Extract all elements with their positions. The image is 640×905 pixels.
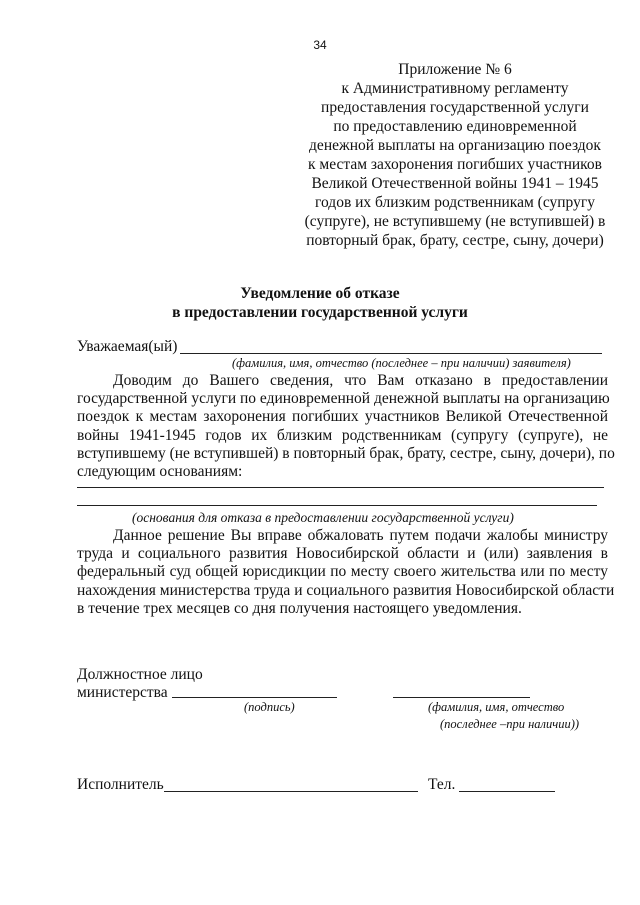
paragraph-line: в течение трех месяцев со дня получения настоящего уведомления. <box>77 599 522 617</box>
title-line-1: Уведомление об отказе <box>240 285 400 302</box>
executor-label: Исполнитель <box>77 776 164 793</box>
appendix-line: к местам захоронения погибших участников <box>308 156 602 173</box>
paragraph-line: вступившему (не вступившей) в повторный брак, брату, сестре, сыну, дочери), по <box>77 444 615 462</box>
page-number: 34 <box>313 38 327 52</box>
applicant-name-caption: (фамилия, имя, отчество (последнее – при наличии) заявителя) <box>232 356 571 370</box>
appendix-line: годов их близким родственникам (супругу <box>315 194 595 211</box>
applicant-name-field[interactable] <box>180 353 602 354</box>
appendix-line: денежной выплаты на организацию поездок <box>309 137 601 154</box>
paragraph-line: нахождения министерства труда и социального развития Новосибирской области <box>77 581 615 599</box>
executor-name-field[interactable] <box>164 791 418 792</box>
signature-caption: (подпись) <box>244 700 295 714</box>
paragraph-line: войны 1941-1945 годов их близким родственникам (супругу (супруге), не <box>77 426 608 444</box>
paragraph-line: труда и социального развития Новосибирской области и (или) заявления в <box>77 545 608 563</box>
refusal-paragraph <box>77 372 615 481</box>
phone-field[interactable] <box>459 791 555 792</box>
paragraph-line: следующим основаниям: <box>77 463 243 481</box>
appendix-line: по предоставлению единовременной <box>333 118 577 135</box>
paragraph-line: государственной услуги по единовременной денежной выплаты на организацию <box>77 390 610 408</box>
paragraph-line: Данное решение Вы вправе обжаловать путем подачи жалобы министру <box>113 527 608 544</box>
reasons-caption: (основания для отказа в предоставлении государственной услуги) <box>132 510 514 525</box>
appendix-line: (супруге), не вступившему (не вступившей) в <box>304 213 606 230</box>
document-title <box>0 284 640 322</box>
appendix-header <box>300 60 610 250</box>
official-title: Должностное лицо <box>77 666 203 683</box>
appendix-line: Великой Отечественной войны 1941 – 1945 <box>311 175 599 192</box>
title-line-2: в предоставлении государственной услуги <box>172 304 468 321</box>
phone-label: Тел. <box>428 776 456 793</box>
official-name-field[interactable] <box>393 697 530 698</box>
paragraph-line: федеральный суд общей юрисдикции по месту своего жительства или по месту <box>77 563 608 581</box>
reasons-field-line-1[interactable] <box>77 487 604 488</box>
signature-field[interactable] <box>172 697 337 698</box>
official-name-caption-2: (последнее –при наличии)) <box>440 717 580 731</box>
ministry-label: министерства <box>77 684 168 701</box>
paragraph-line: Доводим до Вашего сведения, что Вам отказано в предоставлении <box>113 372 608 389</box>
appendix-line: к Административному регламенту <box>341 80 569 97</box>
paragraph-line: поездок к местам захоронения погибших участников Великой Отечественной <box>77 408 608 426</box>
greeting-label: Уважаемая(ый) <box>77 338 178 355</box>
appeal-paragraph <box>77 527 615 618</box>
appendix-line: Приложение № 6 <box>398 61 512 78</box>
reasons-field-line-2[interactable] <box>77 505 597 506</box>
appendix-line: предоставления государственной услуги <box>321 99 589 116</box>
official-name-caption: (фамилия, имя, отчество <box>428 700 565 714</box>
appendix-line: повторный брак, брату, сестре, сыну, дочери) <box>306 232 604 249</box>
